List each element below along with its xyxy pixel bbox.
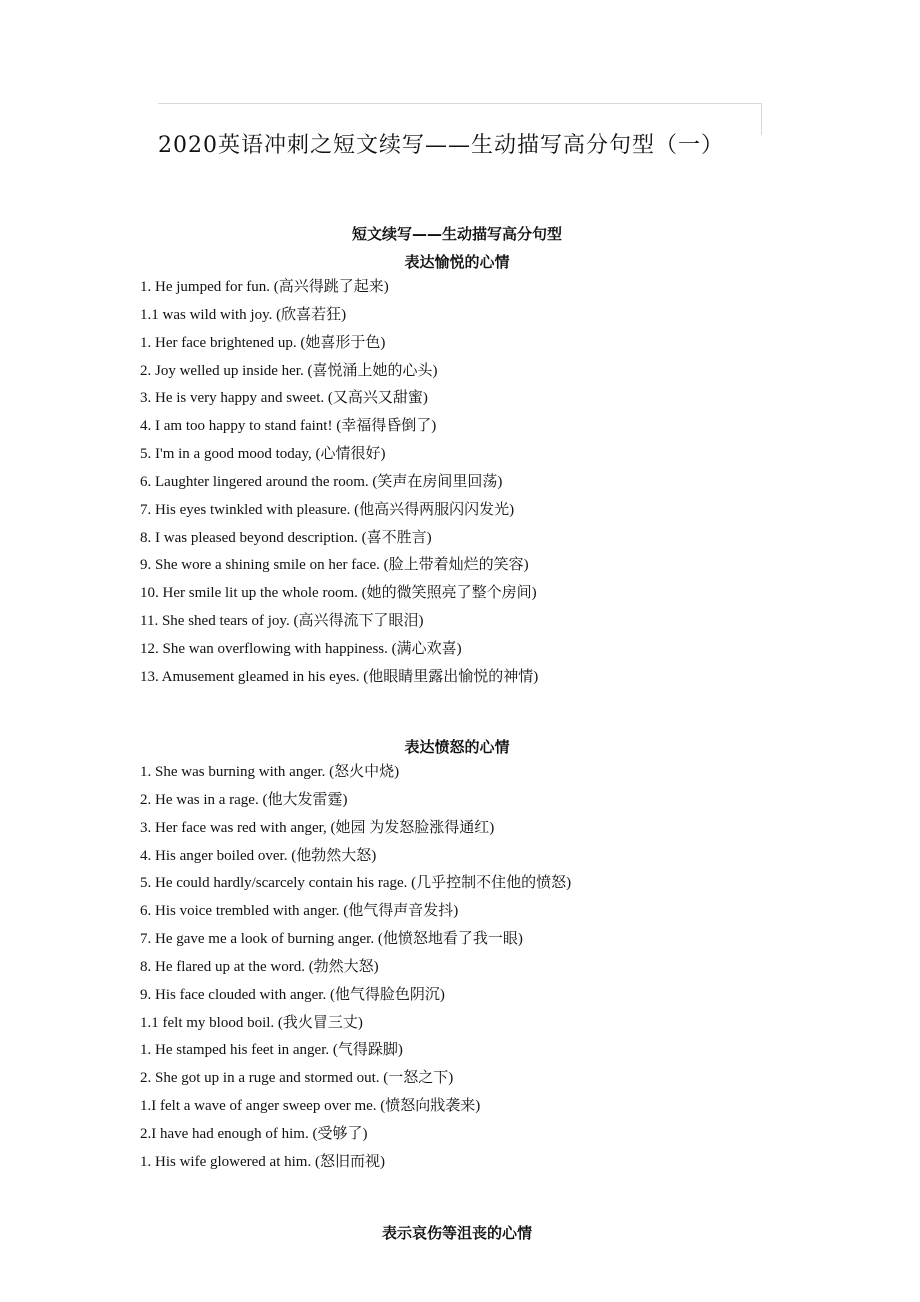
list-item: 8. He flared up at the word. (勃然大怒): [140, 958, 379, 975]
list-item: 10. Her smile lit up the whole room. (她的微笑照亮了整个房间): [140, 585, 537, 602]
section-heading-anger: 表达愤怒的心情: [404, 738, 510, 756]
list-item: 13. Amusement gleamed in his eyes. (他眼睛里露出愉悦的神情): [140, 668, 539, 685]
list-item: 9. She wore a shining smile on her face. (脸上带着灿烂的笑容): [140, 557, 529, 574]
list-item: 7. His eyes twinkled with pleasure. (他高兴得两服闪闪发光): [140, 501, 515, 518]
list-item: 2. She got up in a ruge and stormed out. (一怒之下): [140, 1070, 454, 1087]
list-item: 1.1 was wild with joy. (欣喜若狂): [140, 306, 347, 323]
list-item: 1. He jumped for fun. (高兴得跳了起来): [140, 279, 389, 295]
list-item: 6. His voice trembled with anger. (他气得声音发抖): [140, 903, 459, 920]
list-item: 4. I am too happy to stand faint! (幸福得昏倒了): [140, 418, 437, 435]
list-item: 6. Laughter lingered around the room. (笑声在房间里回荡): [140, 473, 503, 490]
section-heading-sadness: 表示哀伤等沮丧的心情: [381, 1224, 532, 1242]
list-item: 2. He was in a rage. (他大发雷霆): [140, 791, 348, 808]
header-rule: [158, 103, 762, 104]
list-item: 12. She wan overflowing with happiness. (满心欢喜): [140, 640, 462, 657]
list-item: 1. He stamped his feet in anger. (气得跺脚): [140, 1042, 403, 1059]
list-item: 1.1 felt my blood boil. (我火冒三丈): [140, 1014, 363, 1031]
list-item: 4. His anger boiled over. (他勃然大怒): [140, 847, 377, 864]
list-item: 1.I felt a wave of anger sweep over me. (愤怒向戕袭来): [140, 1098, 481, 1115]
list-item: 2.I have had enough of him. (受够了): [140, 1125, 368, 1142]
list-item: 1. She was burning with anger. (怒火中烧): [140, 764, 400, 780]
header-rule-corner: [761, 103, 762, 135]
list-item: 8. I was pleased beyond description. (喜不胜言): [140, 529, 432, 546]
list-item: 2. Joy welled up inside her. (喜悦涌上她的心头): [140, 362, 438, 379]
document-title: 2020英语冲刺之短文续写——生动描写高分句型（一）: [158, 133, 724, 158]
list-item: 7. He gave me a look of burning anger. (他愤怒地看了我一眼): [140, 931, 523, 948]
joy-phrase-list: [140, 274, 538, 692]
list-item: 5. I'm in a good mood today, (心情很好): [140, 446, 386, 463]
list-item: 1. Her face brightened up. (她喜形于色): [140, 334, 386, 351]
list-item: 3. He is very happy and sweet. (又高兴又甜蜜): [140, 390, 428, 407]
section-heading-joy: 表达愉悦的心情: [404, 253, 510, 271]
list-item: 11. She shed tears of joy. (高兴得流下了眼泪): [140, 613, 424, 630]
list-item: 9. His face clouded with anger. (他气得脸色阴沉): [140, 986, 445, 1003]
intro-heading: 短文续写——生动描写高分句型: [351, 225, 562, 243]
list-item: 5. He could hardly/scarcely contain his rage. (几乎控制不住他的愤怒): [140, 875, 572, 892]
anger-phrase-list: [140, 759, 571, 1177]
list-item: 1. His wife glowered at him. (怒旧而视): [140, 1153, 385, 1170]
list-item: 3. Her face was red with anger, (她园 为发怒脸涨得通红): [140, 819, 495, 836]
